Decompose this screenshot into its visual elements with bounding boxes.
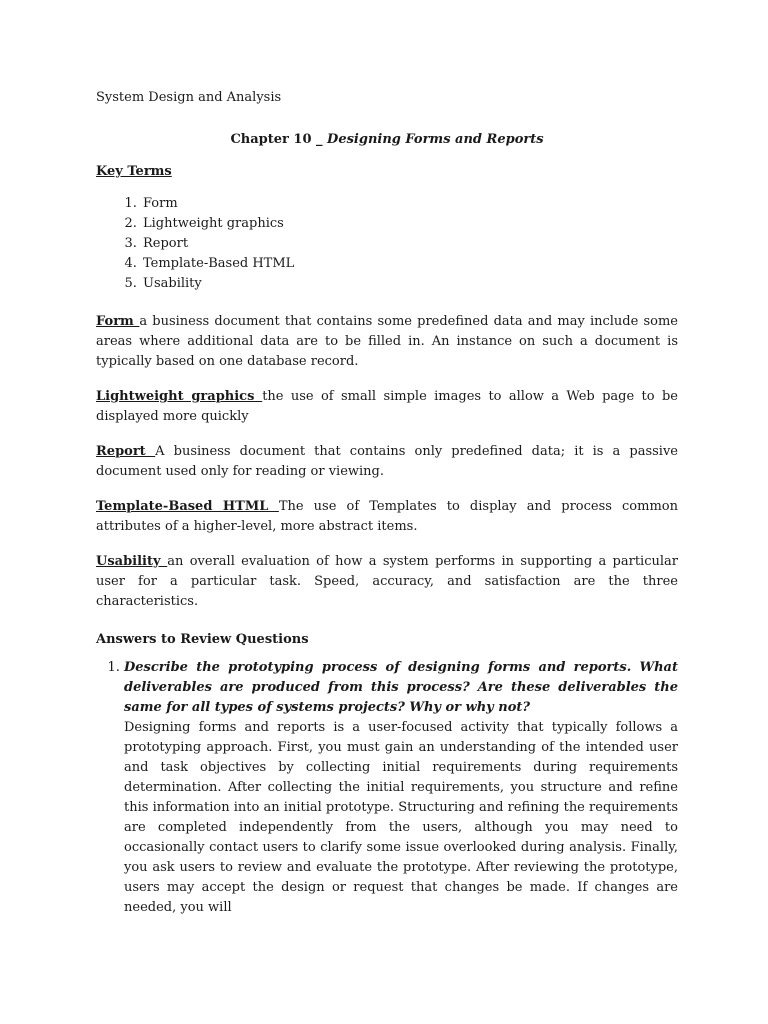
key-term-item: 2. Lightweight graphics <box>141 214 678 234</box>
chapter-title <box>96 130 678 150</box>
key-term-item: 4. Template-Based HTML <box>141 254 678 274</box>
definition-usability <box>96 552 678 612</box>
key-term-item: 5. Usability <box>141 274 678 294</box>
answers-heading: Answers to Review Questions <box>96 632 309 647</box>
key-term-item: 1. Form <box>141 194 678 214</box>
key-term-item: 3. Report <box>141 234 678 254</box>
chapter-prefix: Chapter 10 _ <box>230 132 328 147</box>
document-page <box>96 88 678 918</box>
definition-form <box>96 312 678 372</box>
review-question: 1. Describe the prototyping process of designing forms and reports. What deliverables are produced from this process? Are these deliverables the same for all types of systems projects? Why or why not? <box>124 660 678 715</box>
chapter-subtitle: Designing Forms and Reports <box>327 132 544 147</box>
definition-report <box>96 442 678 482</box>
key-terms-heading: Key Terms <box>96 164 172 179</box>
definition-text: a business document that contains some predefined data and may include some areas where additional data are to be filled in. An instance on such a document is typically based on one database record. <box>96 314 678 369</box>
definition-term: Lightweight graphics <box>96 389 263 404</box>
definition-term: Form <box>96 314 140 329</box>
review-question-item <box>124 658 678 918</box>
definition-text: The use of Templates to display and process common attributes of a higher-level, more abstract items. <box>96 499 678 534</box>
definition-term: Usability <box>96 554 168 569</box>
review-answer: Designing forms and reports is a user-focused activity that typically follows a prototyping approach. First, you must gain an understanding of the intended user and task objectives by collecting initial requirements during requirements determination. After collecting the initial requirements, you structure and refine this information into an initial prototype. Structuring and refining the requirements are completed independently from the users, although you may need to occasionally contact users to clarify some issue overlooked during analysis. Finally, you ask users to review and evaluate the prototype. After reviewing the prototype, users may accept the design or request that changes be made. If changes are needed, you will <box>124 720 678 915</box>
key-terms-list <box>96 194 678 294</box>
definition-text: an overall evaluation of how a system performs in supporting a particular user for a particular task. Speed, accuracy, and satisfaction are the three characteristics. <box>96 554 678 609</box>
definition-term: Template-Based HTML <box>96 499 279 514</box>
review-questions-list <box>96 658 678 918</box>
definition-lightweight-graphics <box>96 387 678 427</box>
course-title: System Design and Analysis <box>96 90 282 105</box>
definition-term: Report <box>96 444 156 459</box>
definition-template-based-html <box>96 497 678 537</box>
definition-text: the use of small simple images to allow a Web page to be displayed more quickly <box>96 389 678 424</box>
definition-text: A business document that contains only predefined data; it is a passive document used only for reading or viewing. <box>96 444 678 479</box>
